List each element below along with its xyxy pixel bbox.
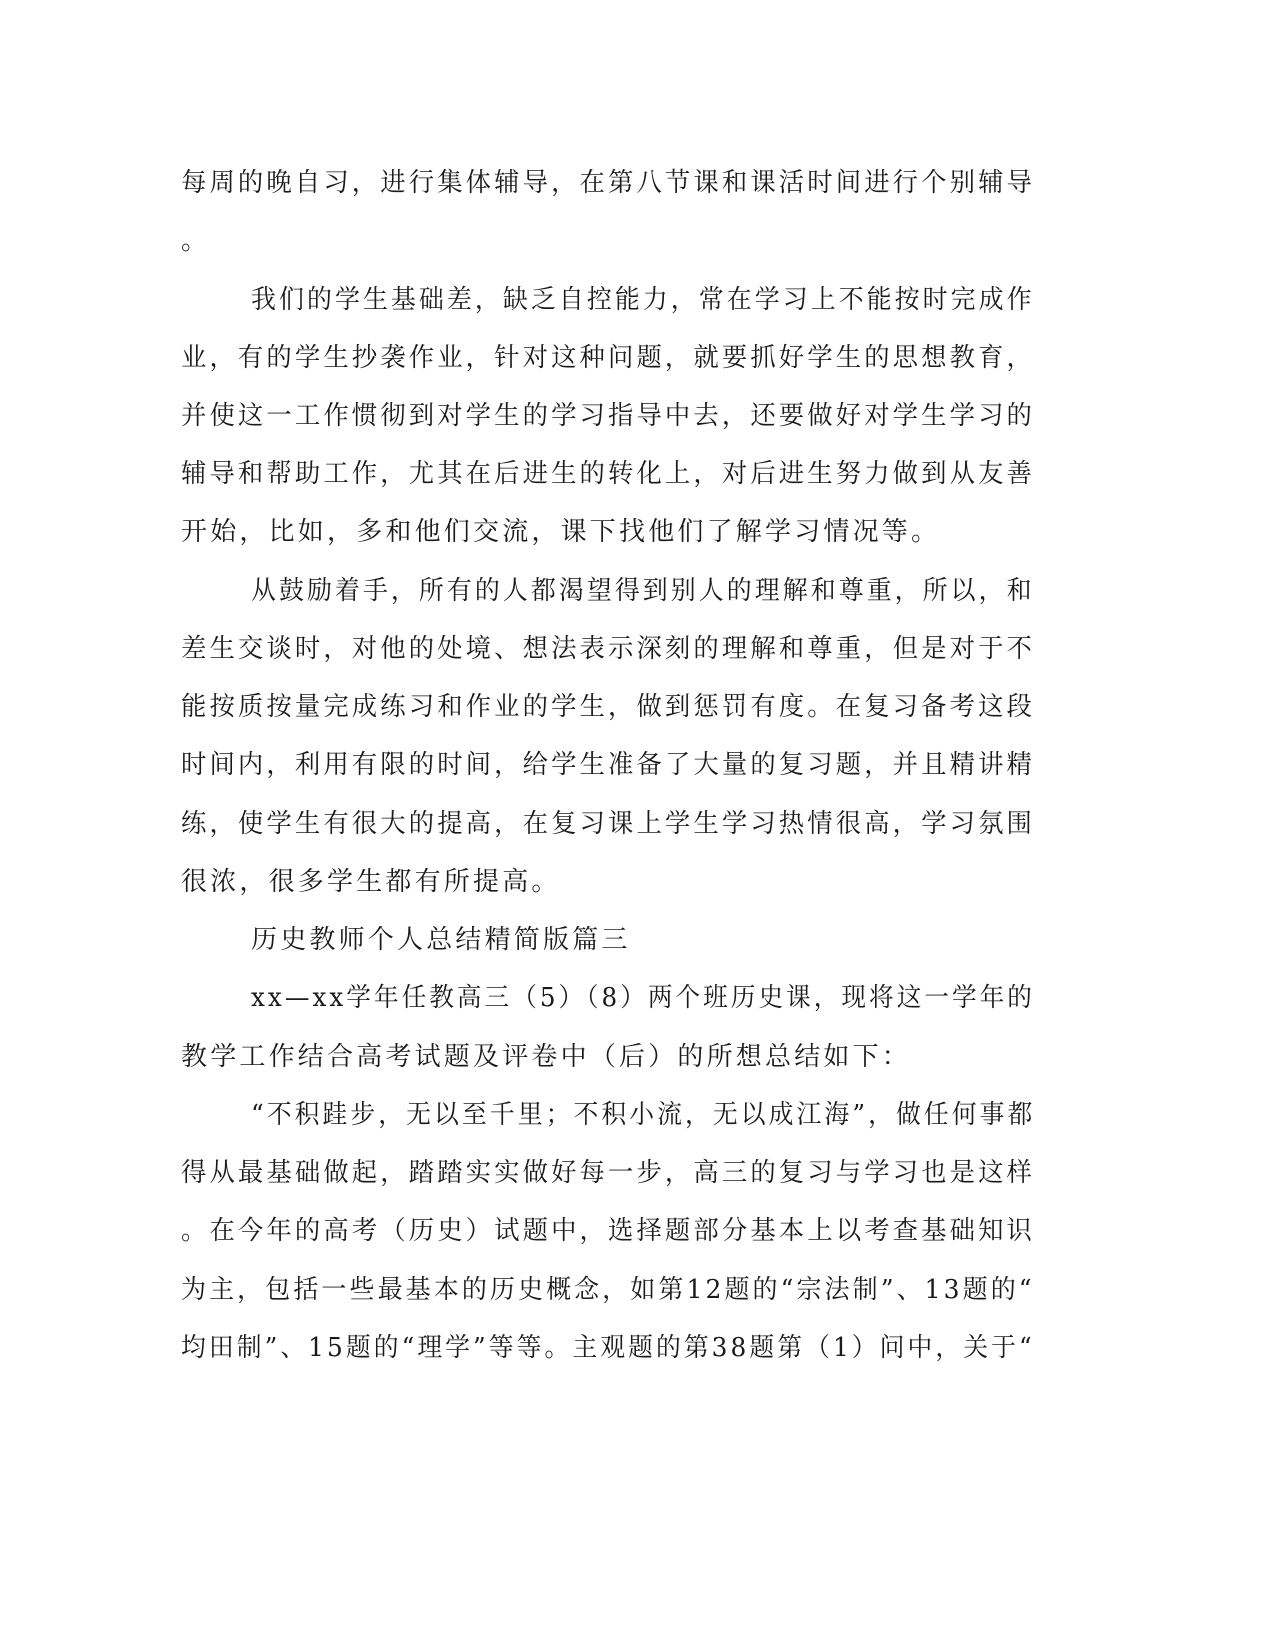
- paragraph-start-line: xx—xx学年任教高三（5）（8）两个班历史课，现将这一学年的: [251, 983, 1035, 1013]
- text-line: 能按质按量完成练习和作业的学生，做到惩罚有度。在复习备考这段: [181, 692, 1036, 722]
- text-line: 差生交谈时，对他的处境、想法表示深刻的理解和尊重，但是对于不: [181, 634, 1036, 664]
- text-line: 练，使学生有很大的提高，在复习课上学生学习热情很高，学习氛围: [181, 809, 1036, 839]
- text-line: 每周的晚自习，进行集体辅导，在第八节课和课活时间进行个别辅导: [181, 168, 1036, 198]
- text-line: 时间内，利用有限的时间，给学生准备了大量的复习题，并且精讲精: [181, 750, 1036, 780]
- section-heading: 历史教师个人总结精简版篇三: [251, 925, 631, 955]
- text-line: 均田制”、15题的“理学”等等。主观题的第38题第（1）问中，关于“: [181, 1333, 1035, 1363]
- paragraph-start-line: “不积跬步，无以至千里；不积小流，无以成江海”，做任何事都: [251, 1100, 1036, 1130]
- text-line: 很浓，很多学生都有所提高。: [181, 867, 561, 897]
- text-line: 教学工作结合高考试题及评卷中（后）的所想总结如下：: [181, 1042, 912, 1072]
- text-line: 辅导和帮助工作，尤其在后进生的转化上，对后进生努力做到从友善: [181, 459, 1036, 489]
- paragraph-start-line: 从鼓励着手，所有的人都渴望得到别人的理解和尊重，所以，和: [251, 576, 1035, 606]
- text-line: 业，有的学生抄袭作业，针对这种问题，就要抓好学生的思想教育，: [181, 343, 1036, 373]
- text-line: 并使这一工作惯彻到对学生的学习指导中去，还要做好对学生学习的: [181, 401, 1036, 431]
- text-line: 。: [181, 226, 211, 256]
- text-line: 为主，包括一些最基本的历史概念，如第12题的“宗法制”、13题的“: [181, 1275, 1035, 1305]
- text-line: 得从最基础做起，踏踏实实做好每一步，高三的复习与学习也是这样: [181, 1158, 1036, 1188]
- text-line: 。在今年的高考（历史）试题中，选择题部分基本上以考查基础知识: [181, 1216, 1036, 1246]
- paragraph-start-line: 我们的学生基础差，缺乏自控能力，常在学习上不能按时完成作: [251, 285, 1035, 315]
- text-line: 开始，比如，多和他们交流，课下找他们了解学习情况等。: [181, 517, 941, 547]
